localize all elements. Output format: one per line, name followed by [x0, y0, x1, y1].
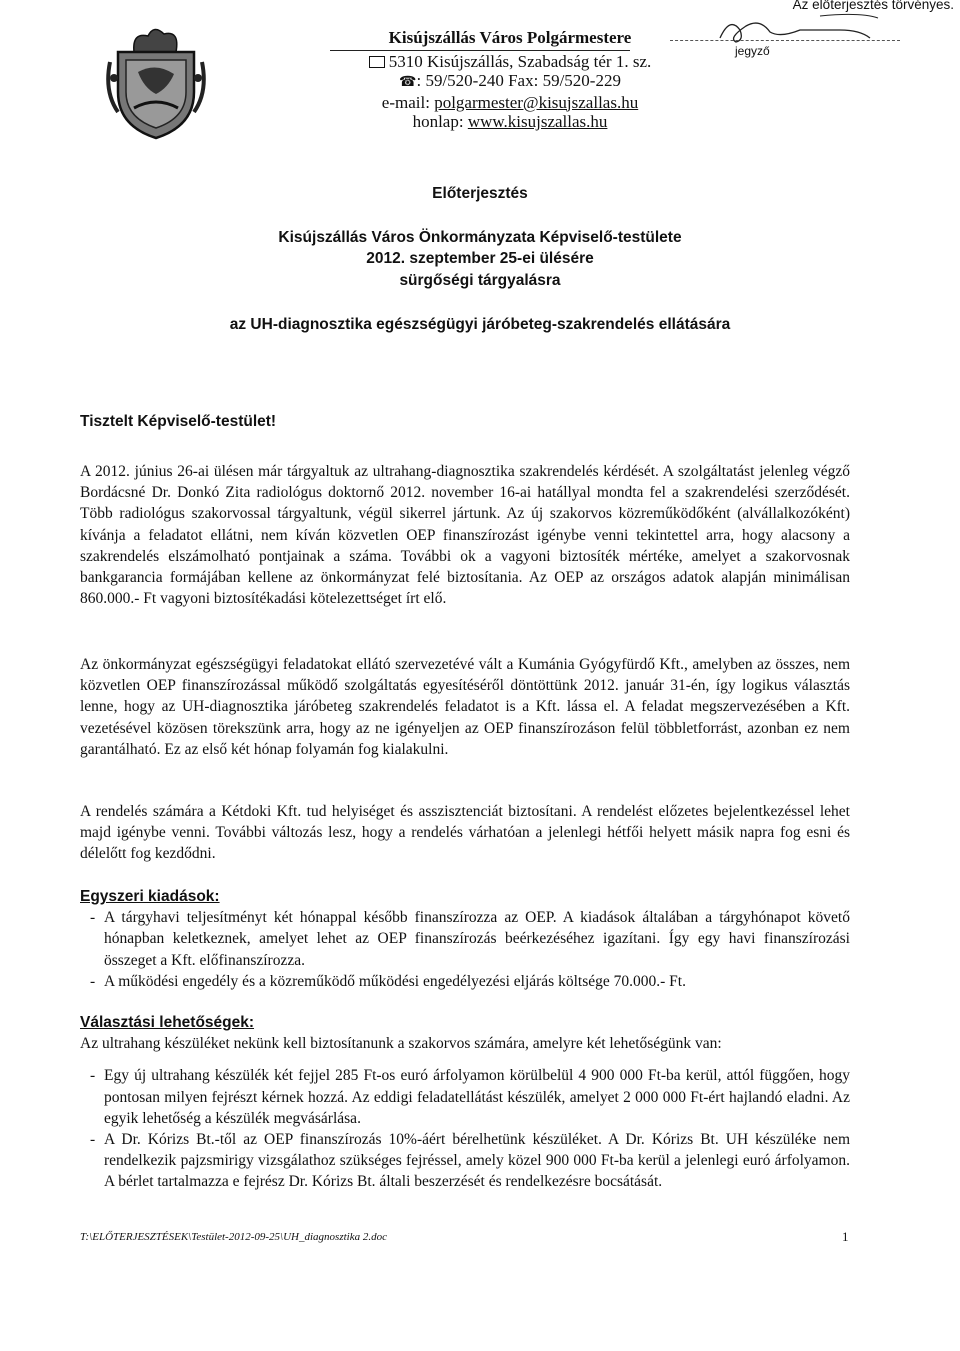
web-line: [330, 112, 690, 132]
salutation: Tisztelt Képviselő-testület!: [80, 413, 277, 430]
list-item: - A tárgyhavi teljesítményt két hónappal később finanszírozza az OEP. A kiadások általában a tárgyhónapot követő hónapban keletkeznek, amelyet lehet az OEP finanszírozás beérkezéséhez igazítani. Így egy havi finanszírozási összeget a Kft. előfinanszírozza.: [90, 909, 850, 969]
phone-icon: ☎: [399, 75, 417, 90]
list-item: - Egy új ultrahang készülék két fejjel 285 Ft-os euró árfolyamon körülbelül 4 900 000 Ft-ba kerül, attól függően, hogy pontosan milyen fejrészt kérnek hozzá. Az eddigi feladatellátást készülék, amelyet 2 000 000 Ft-ért hajlandó eladni. Az egyik lehetőség a készülék megvásárlása.: [90, 1067, 850, 1127]
list-item-text: Egy új ultrahang készülék két fejjel 285 Ft-os euró árfolyamon körülbelül 4 900 000 Ft-ba kerül, attól függően, hogy pontosan milyen fejrészt kérnek hozzá. Az eddigi feladatellátást készülék, amelyet 2 000 000 Ft-ért hajlandó eladni. Az egyik lehetőség a készülék megvásárlása.: [104, 1067, 850, 1127]
options-heading: Választási lehetőségek:: [80, 1014, 255, 1031]
file-path: T:\ELŐTERJESZTÉSEK\Testület-2012-09-25\UH_diagnosztika 2.doc: [80, 1231, 387, 1243]
list-item: - A működési engedély és a közreműködő működési engedélyezési eljárás költsége 70.000.- Ft.: [90, 972, 686, 990]
options-list: [80, 1065, 850, 1192]
one-time-section: [80, 886, 850, 992]
urgency-note: sürgőségi tárgyalásra: [399, 272, 561, 289]
subject-line: az UH-diagnosztika egészségügyi járóbeteg-szakrendelés ellátására: [229, 316, 731, 333]
legal-approval: [640, 0, 960, 70]
web-label: honlap:: [412, 112, 468, 131]
paragraph-3-text: A rendelés számára a Kétdoki Kft. tud helyiséget és asszisztenciát biztosítani. A rendelést előzetes bejelentkezéssel lehet majd igénybe venni. További változás lesz, hogy a rendelés várhatóan a jelenlegi hétfői helyett másik napra fog esni és délelőtt fog kezdődni.: [80, 803, 850, 863]
list-item-text: A Dr. Kórizs Bt.-től az OEP finanszírozás 10%-áért bérelhetünk készüléket. A Dr. Kórizs Bt. UH készüléke nem rendelkezik pajzsmirigy vizsgálathoz szükséges fejréssel, amely közel 900 000 Ft-ba kerül a jelenlegi euró árfolyamon. A bérlet tartalmazza e fejrész Dr. Kórizs Bt. általi beszerzését és rendelkezésre bocsátását.: [104, 1131, 850, 1191]
paragraph-2: [80, 654, 850, 760]
email-label: e-mail:: [381, 92, 435, 112]
email-line: [330, 93, 690, 113]
meeting-date: 2012. szeptember 25-ei ülésére: [366, 250, 594, 267]
doc-type: Előterjesztés: [432, 185, 528, 202]
signature-line: [670, 40, 900, 41]
one-time-list: [80, 907, 850, 992]
clerk-signature: [710, 8, 890, 48]
legal-statement: Az előterjesztés törvényes.: [792, 0, 954, 12]
page-number: 1: [842, 1229, 849, 1244]
list-item: - A Dr. Kórizs Bt.-től az OEP finanszírozás 10%-áért bérelhetünk készüléket. A Dr. Kórizs Bt. UH készüléke nem rendelkezik pajzsmirigy vizsgálathoz szükséges fejréssel, amely közel 900 000 Ft-ba kerül a jelenlegi euró árfolyamon. A bérlet tartalmazza e fejrész Dr. Kórizs Bt. általi beszerzését és rendelkezésre bocsátását.: [90, 1131, 850, 1191]
paragraph-1-text: A 2012. június 26-ai ülésen már tárgyaltuk az ultrahang-diagnosztika szakrendelés kérdését. A szolgáltatást jelenleg végző Bordácsné Dr. Donkó Zita radiológus doktornő 2012. november 16-ai hatállyal mondta fel a szakrendelési szerződését. Több radiológus szakorvossal tárgyaltunk, végül sikerrel jártunk. Az új szakorvos közreműködőként (alvállalkozóként) kívánja a feladatot ellátni, nem kíván közvetlen OEP finanszírozást igénybe venni tekintettel arra, hogy alacsony a szakrendelés elszámolható pontjainak a száma. További ok a vagyoni biztosíték mértéke, amelyet a szakorvosnak bankgarancia formájában kellene az önkormányzat felé biztosítania. Az OEP az országos adatok alapján minimálisan 860.000.- Ft vagyoni biztosítékadási kötelezettséget írt elő.: [80, 463, 850, 608]
paragraph-3: [80, 801, 850, 865]
address-line: [330, 52, 690, 72]
letterhead-rule: [330, 50, 630, 51]
clerk-title: jegyző: [735, 44, 770, 58]
org-name: Kisújszállás Város Polgármestere: [388, 28, 632, 47]
paragraph-2-text: Az önkormányzat egészségügyi feladatokat ellátó szervezetévé vált a Kumánia Gyógyfürdő Kft., amelyben az összes, nem közvetlen OEP finanszírozással működő szolgáltatás egyesítéséről döntöttünk 2012. január 31-én, így logikus választás lenne, hogy az UH-diagnosztika járóbeteg szakrendelés feladatot is a Kft. lássa el. A feladat megszervezésében a Kft. vezetésével közösen törekszünk arra, hogy az ne igényeljen az OEP finanszírozáson felül többletforrást, azonban ez nem garantálható. Ez az első két hónap folyamán fog kialakulni.: [80, 656, 850, 758]
paragraph-1: [80, 461, 850, 609]
phone-line: [330, 71, 690, 93]
options-section: [80, 1012, 850, 1193]
options-intro: Az ultrahang készüléket nekünk kell biztosítanunk a szakorvos számára, amelyre két lehetőségünk van:: [80, 1035, 722, 1053]
phone-text: : 59/520-240 Fax: 59/520-229: [416, 71, 621, 90]
one-time-heading: Egyszeri kiadások:: [80, 888, 220, 905]
list-item-text: A működési engedély és a közreműködő működési engedélyezési eljárás költsége 70.000.- Ft.: [104, 972, 686, 990]
council-name: Kisújszállás Város Önkormányzata Képviselő-testülete: [278, 229, 682, 246]
email-link[interactable]: polgarmester@kisujszallas.hu: [434, 92, 639, 112]
address-text: 5310 Kisújszállás, Szabadság tér 1. sz.: [388, 51, 652, 71]
web-link[interactable]: www.kisujszallas.hu: [467, 112, 608, 131]
letterhead: [330, 28, 690, 132]
list-item-text: A tárgyhavi teljesítményt két hónappal később finanszírozza az OEP. A kiadások általában a tárgyhónapot követő hónapban keletkeznek, amelyet lehet az OEP finanszírozás beérkezéséhez igazítani. Így egy havi finanszírozási összeget a Kft. előfinanszírozza.: [104, 909, 850, 969]
mail-icon: [369, 56, 385, 68]
city-coat-of-arms: [104, 22, 208, 140]
